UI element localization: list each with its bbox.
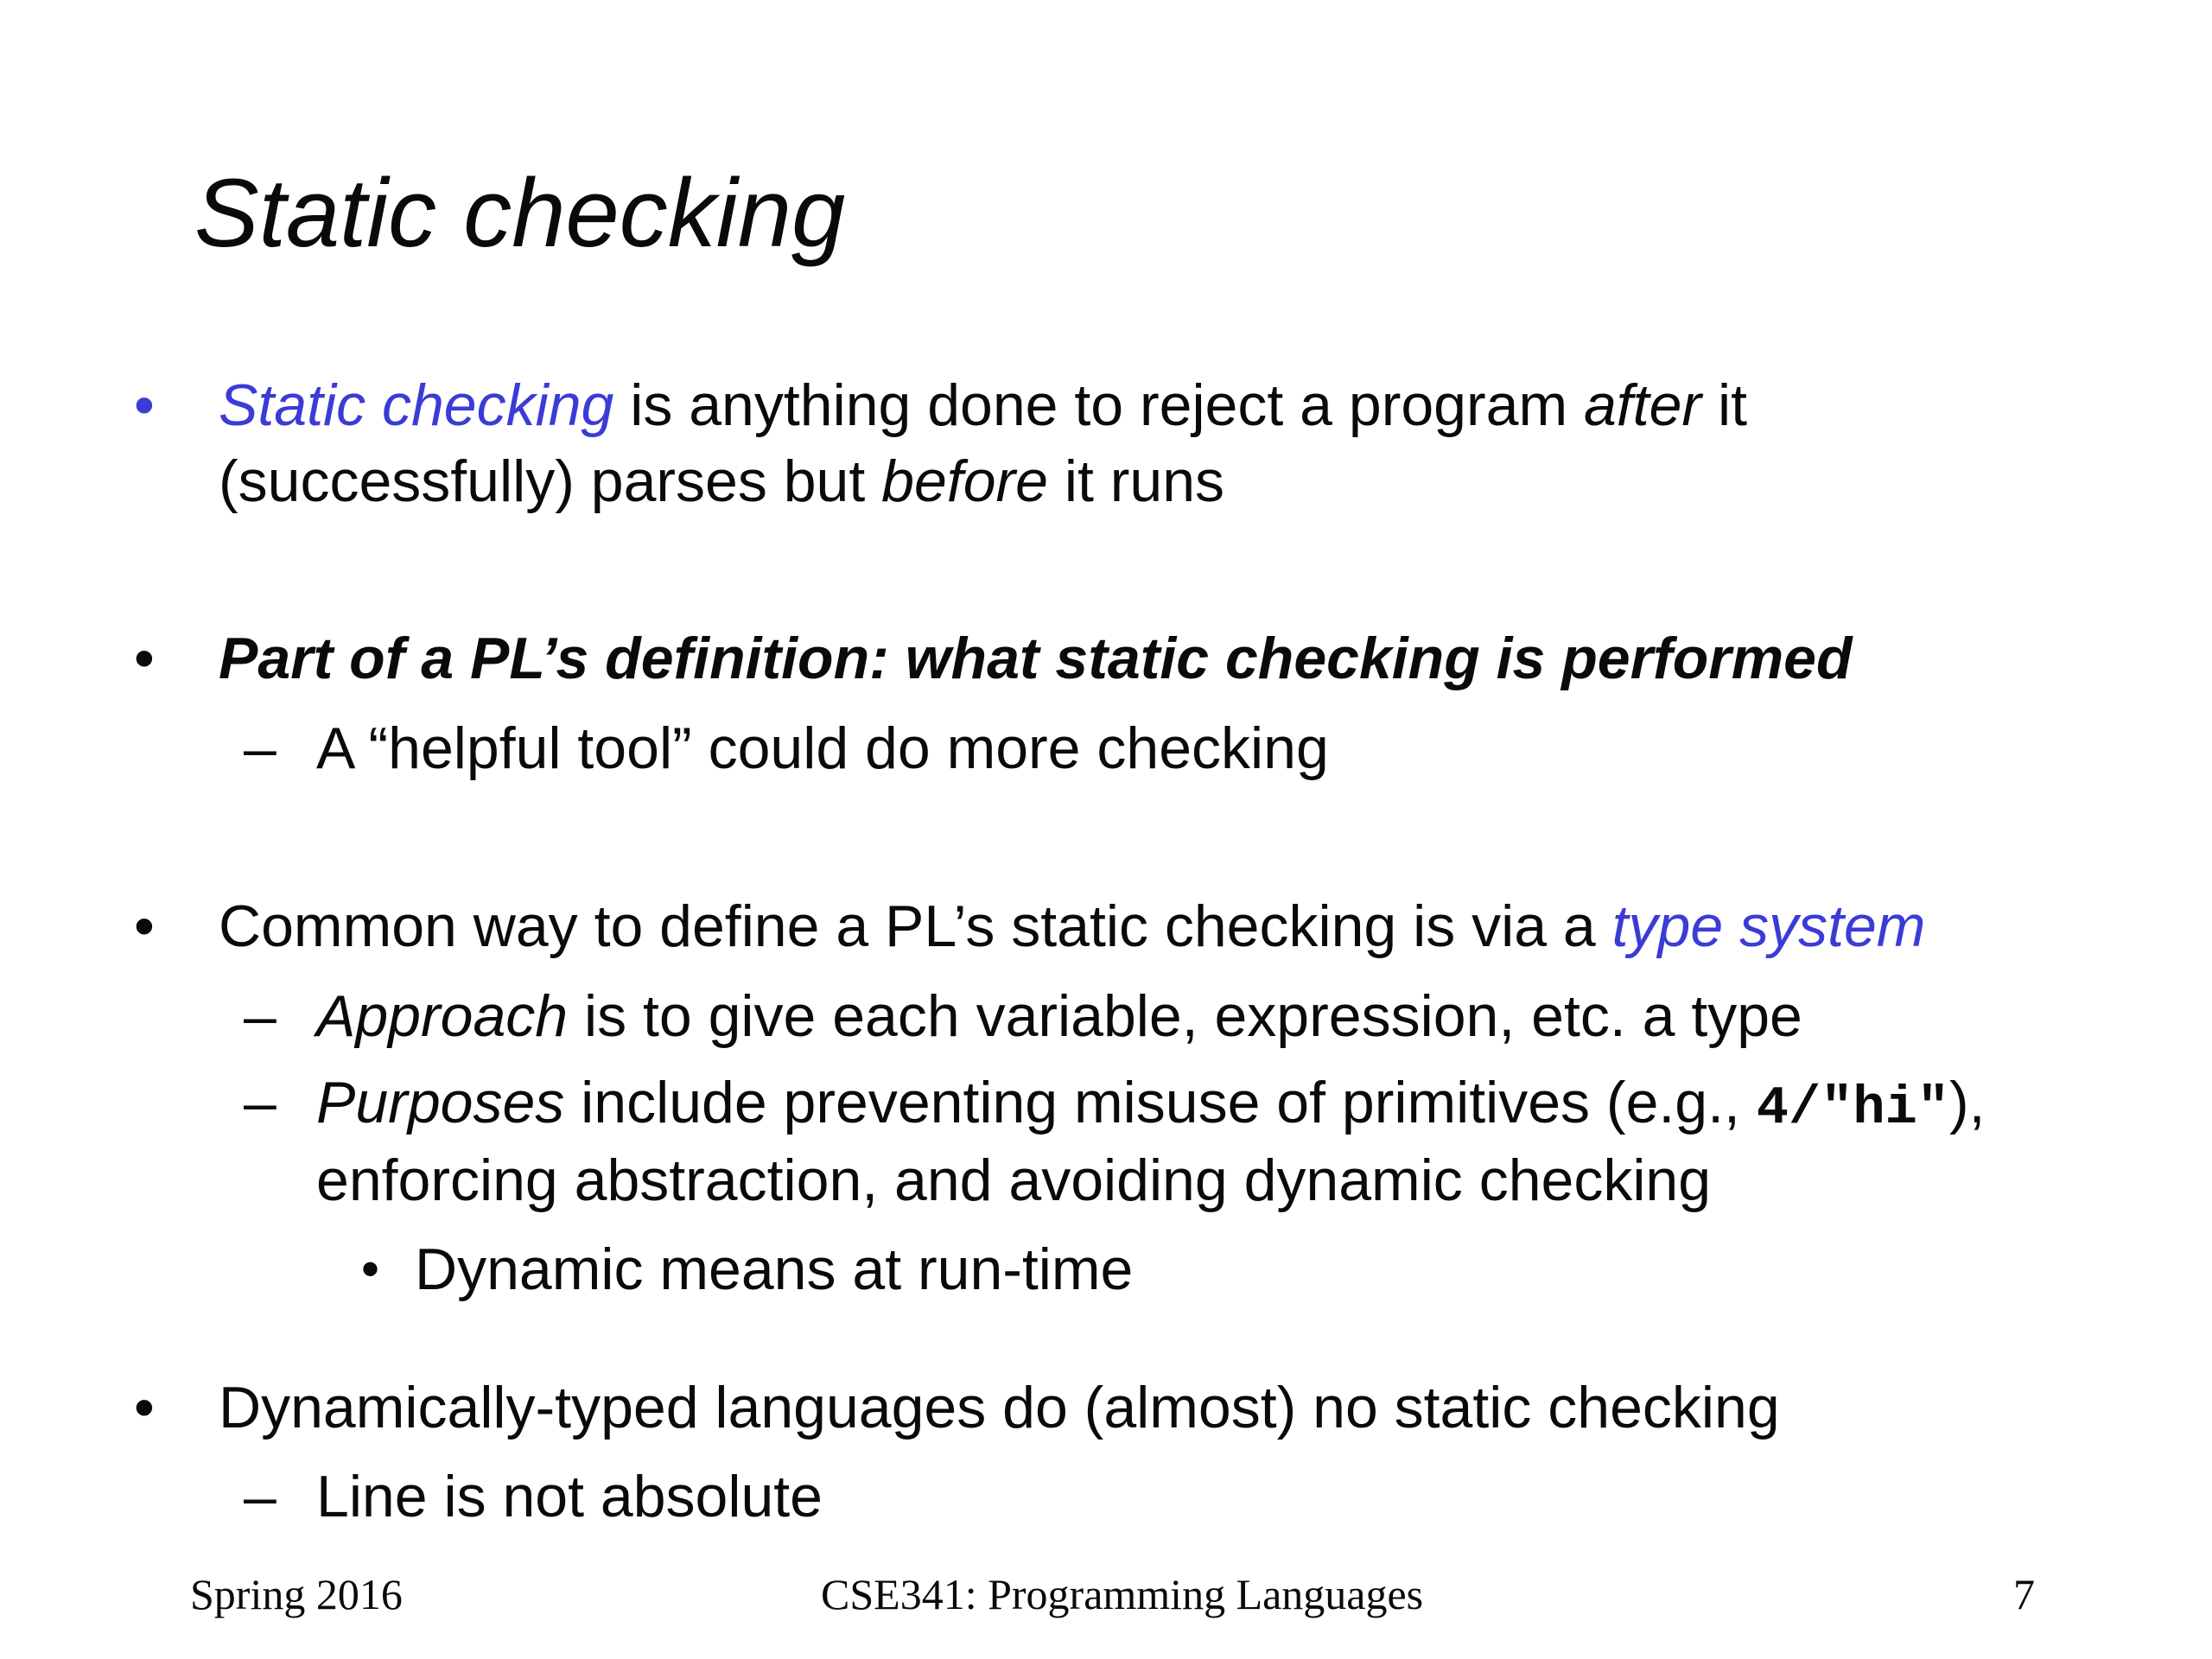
code-example: 4/"hi" <box>1756 1077 1950 1139</box>
bullet-marker: • <box>134 1375 155 1440</box>
sub-bullet-helpful-tool: A “helpful tool” could do more checking <box>316 715 1329 781</box>
bullet-text: ), <box>1949 1070 1986 1135</box>
emphasis-before: before <box>881 448 1048 514</box>
footer-page-number: 7 <box>2013 1570 2035 1618</box>
bullet-text: is anything done to reject a program <box>613 372 1584 438</box>
bullet-text: it runs <box>1047 448 1225 514</box>
bullet-marker: • <box>134 893 155 959</box>
bullet-type-system <box>219 888 1925 964</box>
emphasis-purposes: Purposes <box>316 1070 565 1135</box>
footer-course: CSE341: Programming Languages <box>821 1570 1424 1618</box>
bullet-static-checking-line2 <box>219 443 1224 519</box>
bullet-text: is to give each variable, expression, etc. a type <box>568 983 1802 1049</box>
bullet-text: include preventing misuse of primitives (e.g., <box>564 1070 1757 1135</box>
sub-bullet-line-not-absolute: Line is not absolute <box>316 1464 823 1529</box>
sub-bullet-marker: – <box>244 1464 276 1529</box>
sub-sub-bullet-marker: • <box>361 1240 380 1298</box>
sub-bullet-approach <box>316 978 1802 1054</box>
bullet-marker: • <box>134 372 155 438</box>
static-checking-term: Static checking <box>219 372 614 438</box>
bullet-text: (successfully) parses but <box>219 448 882 514</box>
bullet-static-checking-line1 <box>219 367 1747 443</box>
bullet-dynamically-typed: Dynamically-typed languages do (almost) no static checking <box>219 1375 1780 1440</box>
sub-bullet-purposes-line2: enforcing abstraction, and avoiding dynamic checking <box>316 1147 1712 1213</box>
bullet-marker: • <box>134 626 155 691</box>
sub-bullet-marker: – <box>244 983 276 1049</box>
type-system-term: type system <box>1611 893 1926 959</box>
bullet-text: Common way to define a PL’s static checking is via a <box>219 893 1612 959</box>
bullet-pl-definition: Part of a PL’s definition: what static checking is performed <box>219 626 1853 691</box>
emphasis-after: after <box>1583 372 1702 438</box>
sub-sub-bullet-dynamic: Dynamic means at run-time <box>415 1236 1134 1302</box>
footer-date: Spring 2016 <box>190 1570 403 1618</box>
sub-bullet-marker: – <box>244 1070 276 1135</box>
bullet-text: it <box>1701 372 1747 438</box>
emphasis-approach: Approach <box>316 983 569 1049</box>
slide-title: Static checking <box>194 159 846 267</box>
sub-bullet-purposes-line1 <box>316 1065 1986 1147</box>
sub-bullet-marker: – <box>244 715 276 781</box>
